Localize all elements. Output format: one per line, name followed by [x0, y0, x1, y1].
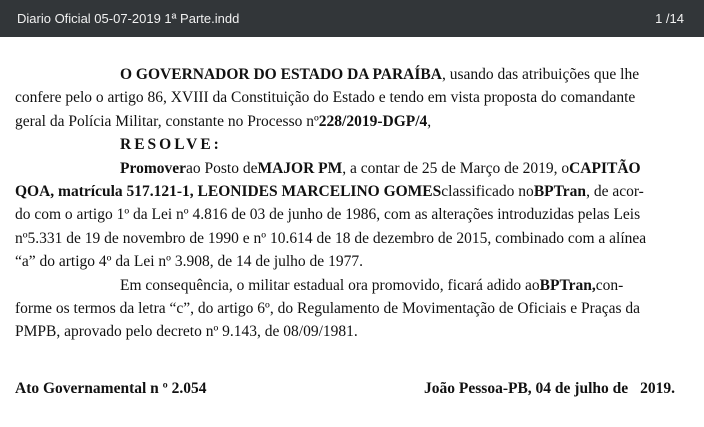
document-footer	[15, 377, 675, 400]
paragraph-1-line-3	[15, 110, 675, 133]
rank-captain: CAPITÃO	[569, 159, 641, 177]
paragraph-2-line-4	[15, 227, 675, 250]
text-span: PMPB, aprovado pelo decreto nº 9.143, de 08/09/1981.	[15, 323, 358, 341]
text-span: classificado no	[441, 182, 534, 200]
text-span: Em consequência, o militar estadual ora promovido, ficará adido ao	[120, 276, 540, 294]
paragraph-3-line-1	[15, 274, 675, 297]
viewer-toolbar	[0, 0, 704, 37]
text-span: geral da Polícia Militar, constante no Processo nº	[15, 112, 319, 130]
place-date-text: João Pessoa-PB, 04 de julho de	[424, 380, 629, 397]
text-span: , de acor-	[586, 182, 644, 200]
text-span: ,	[427, 112, 432, 130]
text-span: nº5.331 de 19 de novembro de 1990 e nº 10.614 de 18 de dezembro de 2015, combinado com a alínea	[15, 229, 647, 247]
paragraph-3-line-3	[15, 320, 675, 343]
paragraph-3-line-2	[15, 297, 675, 320]
page-counter[interactable]: 1 /14	[655, 11, 684, 26]
text-span: “a” do artigo 4º da Lei nº 3.908, de 14 de julho de 1977.	[15, 253, 363, 271]
document-page	[0, 37, 704, 427]
text-span: forme os termos da letra “c”, do artigo 6º, do Regulamento de Movimentação de Oficiais e Praças da	[15, 299, 641, 317]
paragraph-1-line-2	[15, 86, 675, 109]
paragraph-2-line-2	[15, 180, 675, 203]
process-number: 228/2019-DGP/4	[318, 112, 428, 130]
document-title: Diario Oficial 05-07-2019 1ª Parte.indd	[17, 11, 240, 26]
text-span: con-	[595, 276, 624, 294]
rank-major: MAJOR PM	[257, 159, 343, 177]
document-body	[15, 63, 675, 344]
place-date	[424, 377, 675, 400]
unit-name: BPTran	[533, 182, 587, 200]
year: 2019.	[640, 380, 675, 397]
text-span: confere pelo o artigo 86, XVIII da Constituição do Estado e tendo em vista proposta do comandante	[15, 89, 636, 107]
text-span: , usando das atribuições que lhe	[441, 66, 640, 83]
text-span: , a contar de 25 de Março de 2019, o	[342, 159, 570, 177]
officer-name: QOA, matrícula 517.121-1, LEONIDES MARCELINO GOMES	[15, 182, 442, 200]
text-span: do com o artigo 1º da Lei nº 4.816 de 03 de junho de 1986, com as alterações introduzidas pelas Leis	[15, 206, 641, 224]
resolve-label: RESOLVE:	[120, 136, 222, 154]
governor-heading: O GOVERNADOR DO ESTADO DA PARAÍBA	[120, 66, 442, 83]
paragraph-2-line-3	[15, 203, 675, 226]
text-span: Promover	[120, 159, 186, 177]
resolve-heading	[15, 133, 675, 156]
unit-name: BPTran,	[539, 276, 596, 294]
act-number: Ato Governamental n º 2.054	[15, 380, 207, 397]
text-span: ao Posto de	[186, 159, 258, 177]
paragraph-2-line-5	[15, 250, 675, 273]
paragraph-2-line-1	[15, 157, 675, 180]
paragraph-1-line-1	[15, 63, 675, 86]
